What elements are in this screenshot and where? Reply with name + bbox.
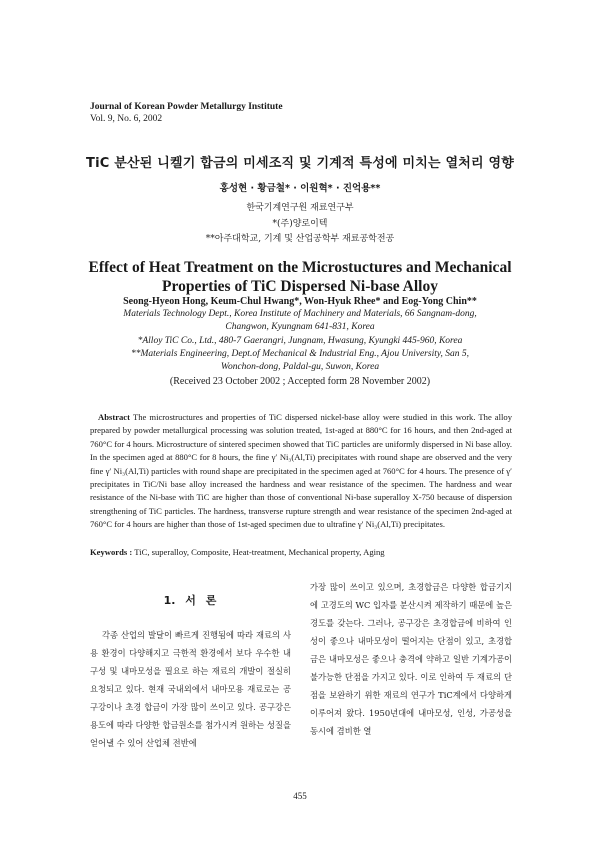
body-column-right: 가장 많이 쓰이고 있으며, 초경합금은 다양한 합금기지에 고경도의 WC 입자를 분산시켜 제작하기 때문에 높은 경도를 갖는다. 그러나, 공구강은 초경합금에 비하여 인성이 좋으나 내마모성이 떨어지는 단점이 있고, 초경합금은 내마모성은 좋으나 충격에 약하고 일반 기계가공이 불가능한 단점을 가지고 있다. 이로 인하여 두 재료의 단점을 보완하기 위한 재료의 연구가 TiC계에서 다양하게 이루어져 왔다. 1950년대에 내마모성, 인성, 가공성을 동시에 겸비한 열 bbox=[310, 582, 512, 736]
keywords-text: TiC, superalloy, Composite, Heat-treatment, Mechanical property, Aging bbox=[134, 547, 385, 557]
abstract-label: Abstract bbox=[98, 412, 130, 422]
english-affiliation-3: *Alloy TiC Co., Ltd., 480-7 Gaerangri, Jungnam, Hwasung, Kyungki 445-960, Korea bbox=[137, 336, 463, 346]
journal-name: Journal of Korean Powder Metallurgy Institute bbox=[90, 102, 283, 112]
english-authors: Seong-Hyeon Hong, Keum-Chul Hwang*, Won-Hyuk Rhee* and Eog-Yong Chin** bbox=[123, 296, 477, 307]
english-title bbox=[0, 258, 600, 296]
page-number: 455 bbox=[293, 791, 307, 801]
journal-header bbox=[90, 101, 283, 125]
korean-title: TiC 분산된 니켈기 합금의 미세조직 및 기계적 특성에 미치는 열처리 영향 bbox=[86, 156, 514, 171]
english-affiliation-1: Materials Technology Dept., Korea Institute of Machinery and Materials, 66 Sangnam-dong, bbox=[123, 309, 477, 319]
abstract-text: The microstructures and properties of TiC dispersed nickel-base alloy were studied in this work. The alloy prepared by powder metallurgical processing was solution treated, 1st-aged at 880°C for 16 hours, and then 2nd-aged at 760°C for 4 hours. Microstructure of sintered specimen showed that TiC particles are uniformly dispersed in Ni base alloy. In the specimen aged at 880°C for 8 hours, the fine γ′ Ni₃(Al,Ti) precipitates with round shape are observed and the very fine γ′ Ni₃(Al,Ti) particles with round shape are precipitated in the specimen aged at 760°C for 4 hours. The presence of γ′ precipitates in TiC/Ni base alloy increased the hardness and wear resistance of the specimen. The hardness and wear resistance of the Ni-base with TiC are higher than those of conventional Ni-base superalloy X-750 because of dispersion strengthening of TiC particles. The hardness, transverse rupture strength and wear resistance of the specimen 2nd-aged at 760°C for 4 hours are higher than those of 1st-aged specimen due to ultrafine γ′ Ni₃(Al,Ti) precipitates. bbox=[90, 412, 512, 530]
english-affiliation-2: Changwon, Kyungnam 641-831, Korea bbox=[225, 322, 375, 332]
english-affiliation-4: **Materials Engineering, Dept.of Mechanical & Industrial Eng., Ajou University, San 5, bbox=[130, 349, 470, 359]
korean-affiliation-3: **아주대학교, 기계 및 산업공학부 재료공학전공 bbox=[205, 234, 395, 244]
keywords bbox=[90, 547, 520, 557]
keywords-label: Keywords : bbox=[90, 547, 133, 557]
section-heading-introduction: 1. 서 론 bbox=[163, 594, 217, 607]
english-title-line-1: Effect of Heat Treatment on the Microstuctures and Mechanical bbox=[88, 259, 512, 276]
korean-affiliation-2: *(주)양로이텍 bbox=[272, 219, 328, 229]
journal-volume: Vol. 9, No. 6, 2002 bbox=[90, 114, 163, 124]
english-title-line-2: Properties of TiC Dispersed Ni-base Alloy bbox=[162, 278, 438, 295]
body-column-left: 각종 산업의 발달이 빠르게 진행됨에 따라 재료의 사용 환경이 다양해지고 극한적 환경에서 보다 우수한 내구성 및 내마모성을 필요로 하는 재료의 개발이 절실히 요청되고 있다. 현재 국내외에서 내마모용 재료로는 공구강이나 초경 합금이 가장 많이 쓰이고 있다. 공구강은 용도에 따라 다양한 합금원소를 첨가시켜 원하는 성질을 얻어낼 수 있어 산업체 전반에 bbox=[90, 630, 291, 748]
english-affiliation-5: Wonchon-dong, Paldal-gu, Suwon, Korea bbox=[220, 362, 380, 372]
korean-affiliation-1: 한국기계연구원 재료연구부 bbox=[246, 203, 354, 213]
korean-authors: 홍성현 · 황금철* · 이원혁* · 진억용** bbox=[219, 183, 381, 194]
received-dates: (Received 23 October 2002 ; Accepted form 28 November 2002) bbox=[169, 376, 431, 387]
abstract bbox=[90, 411, 512, 532]
